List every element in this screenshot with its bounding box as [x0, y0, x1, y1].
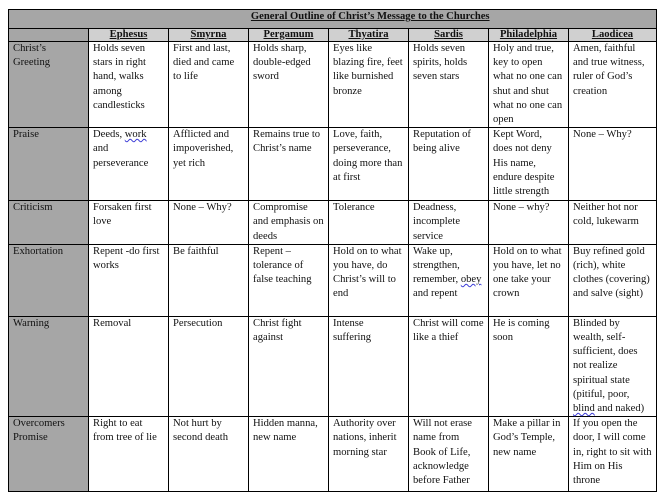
table-row-christs-greeting	[9, 42, 657, 128]
table-cell-philadelphia: Kept Word, does not deny His name, endure despite little strength	[489, 128, 569, 201]
table-cell-smyrna: None – Why?	[169, 201, 249, 245]
table-cell-ephesus: Right to eat from tree of lie	[89, 417, 169, 492]
church-header-sardis: Sardis	[409, 29, 489, 42]
table-cell-sardis: Reputation of being alive	[409, 128, 489, 201]
table-body	[9, 42, 657, 492]
table-cell-pergamum: Hidden manna, new name	[249, 417, 329, 492]
title-row	[9, 10, 657, 29]
table-cell-laodicea: Buy refined gold (rich), white clothes (covering) and salve (sight)	[569, 244, 657, 316]
table-cell-laodicea: None – Why?	[569, 128, 657, 201]
spellcheck-mark: blind	[573, 403, 595, 415]
table-cell-thyatira: Tolerance	[329, 201, 409, 245]
spellcheck-mark: work	[124, 129, 147, 141]
table-cell-laodicea: If you open the door, I will come in, right to sit with Him on His throne	[569, 417, 657, 492]
church-header-row	[9, 29, 657, 42]
table-cell-ephesus: Forsaken first love	[89, 201, 169, 245]
table-cell-smyrna: Afflicted and impoverished, yet rich	[169, 128, 249, 201]
title-corner-cell	[9, 10, 89, 29]
table-cell-laodicea: Amen, faithful and true witness, ruler of God’s creation	[569, 42, 657, 128]
table-cell-pergamum: Remains true to Christ’s name	[249, 128, 329, 201]
row-label: Overcomers Promise	[9, 417, 89, 492]
churches-outline-table	[8, 9, 657, 492]
spellcheck-mark: obey	[460, 274, 482, 286]
row-label: Criticism	[9, 201, 89, 245]
table-cell-philadelphia: Hold on to what you have, let no one take your crown	[489, 244, 569, 316]
church-header-ephesus: Ephesus	[89, 29, 169, 42]
table-cell-thyatira: Love, faith, perseverance, doing more than at first	[329, 128, 409, 201]
table-cell-pergamum: Holds sharp, double-edged sword	[249, 42, 329, 128]
table-row-warning	[9, 316, 657, 416]
table-title: General Outline of Christ’s Message to the Churches	[89, 10, 657, 29]
table-row-exhortation	[9, 244, 657, 316]
row-label: Warning	[9, 316, 89, 416]
table-cell-philadelphia: Holy and true, key to open what no one can shut and shut what no one can open	[489, 42, 569, 128]
header-corner-cell	[9, 29, 89, 42]
table-row-overcomers-promise	[9, 417, 657, 492]
row-label: Christ’s Greeting	[9, 42, 89, 128]
table-cell-pergamum: Christ fight against	[249, 316, 329, 416]
table-row-praise	[9, 128, 657, 201]
table-cell-philadelphia: None – why?	[489, 201, 569, 245]
table-cell-sardis: Holds seven spirits, holds seven stars	[409, 42, 489, 128]
table-cell-thyatira: Eyes like blazing fire, feet like burnished bronze	[329, 42, 409, 128]
table-cell-smyrna: Not hurt by second death	[169, 417, 249, 492]
table-cell-philadelphia: He is coming soon	[489, 316, 569, 416]
row-label: Exhortation	[9, 244, 89, 316]
table-cell-thyatira: Hold on to what you have, do Christ’s will to end	[329, 244, 409, 316]
table-cell-ephesus: Removal	[89, 316, 169, 416]
table-cell-smyrna: First and last, died and came to life	[169, 42, 249, 128]
church-header-smyrna: Smyrna	[169, 29, 249, 42]
table-cell-ephesus: Repent -do first works	[89, 244, 169, 316]
table-cell-sardis: Christ will come like a thief	[409, 316, 489, 416]
table-cell-thyatira: Authority over nations, inherit morning star	[329, 417, 409, 492]
table-cell-smyrna: Be faithful	[169, 244, 249, 316]
table-row-criticism	[9, 201, 657, 245]
church-header-laodicea: Laodicea	[569, 29, 657, 42]
table-cell-ephesus: Holds seven stars in right hand, walks among candlesticks	[89, 42, 169, 128]
table-cell-laodicea: Blinded by wealth, self-sufficient, does not realize spiritual state (pitiful, poor, blind and naked)	[569, 316, 657, 416]
table-cell-pergamum: Compromise and emphasis on deeds	[249, 201, 329, 245]
table-cell-pergamum: Repent – tolerance of false teaching	[249, 244, 329, 316]
table-cell-ephesus: Deeds, work and perseverance	[89, 128, 169, 201]
row-label: Praise	[9, 128, 89, 201]
table-cell-sardis: Deadness, incomplete service	[409, 201, 489, 245]
table-cell-sardis: Will not erase name from Book of Life, acknowledge before Father	[409, 417, 489, 492]
table-cell-philadelphia: Make a pillar in God’s Temple, new name	[489, 417, 569, 492]
table-cell-thyatira: Intense suffering	[329, 316, 409, 416]
table-cell-laodicea: Neither hot nor cold, lukewarm	[569, 201, 657, 245]
church-header-thyatira: Thyatira	[329, 29, 409, 42]
table-cell-smyrna: Persecution	[169, 316, 249, 416]
church-header-philadelphia: Philadelphia	[489, 29, 569, 42]
church-header-pergamum: Pergamum	[249, 29, 329, 42]
table-cell-sardis: Wake up, strengthen, remember, obey and repent	[409, 244, 489, 316]
